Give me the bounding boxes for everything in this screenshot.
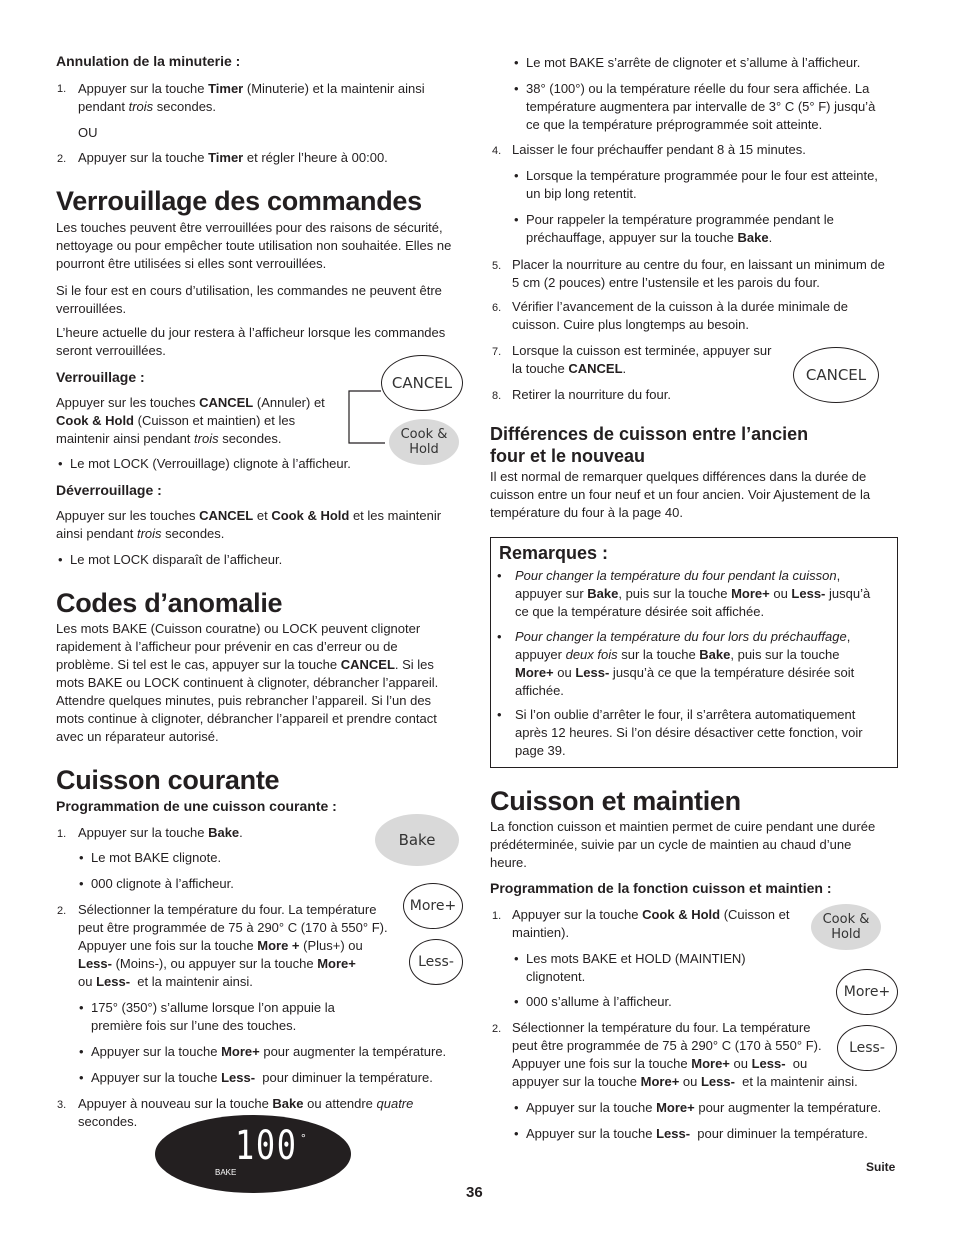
cancel-button[interactable]: CANCEL: [381, 355, 463, 411]
timer-cancel-heading: Annulation de la minuterie :: [56, 53, 241, 69]
cook-hold-step-2: Sélectionner la température du four. La température peut être programmée de 75 à 290° C (170 à 550° F). Appuyer une fois sur la touche More+ ou Less- ou appuyer sur la touche More+ ou Less- et la maintenir ainsi.: [512, 1020, 858, 1089]
step-number: 8.: [492, 390, 502, 402]
bake-step-2-bullet-1: 175° (350°) s’allume lorsque l’on appuie la première fois sur l’une des touches.: [91, 1000, 335, 1033]
bake-step-3: Appuyer à nouveau sur la touche Bake ou attendre quatre secondes.: [78, 1096, 414, 1129]
step-number: 2.: [492, 1023, 502, 1035]
or-text: OU: [78, 125, 98, 140]
lock-title: Verrouillage des commandes: [56, 186, 422, 216]
unlock-instructions: Appuyer sur les touches CANCEL et Cook & Hold et les maintenir ainsi pendant trois secondes.: [56, 508, 442, 541]
cook-hold-text: La fonction cuisson et maintien permet de cuire pendant une durée prédéterminée, suivie par un cycle de maintien au chaud d’une heure.: [490, 819, 876, 870]
bullet-icon: •: [514, 81, 519, 96]
oven-display: [155, 1115, 351, 1193]
step-number: 4.: [492, 145, 502, 157]
codes-text: Les mots BAKE (Cuisson couratne) ou LOCK peuvent clignoter rapidement à l’afficheur pour prévenir en cas d’erreur ou de problème. Si tel est le cas, appuyer sur la touche CANCEL. Si les mots BAKE ou LOCK continuent à clignoter, débrancher l’appareil. Attendre quelques minutes, puis rebrancher l’appareil. Si l’un des mots continue à clignoter, débrancher l’appareil et prendre contact avec un réparateur autorisé.: [56, 621, 439, 744]
bullet-icon: •: [79, 1044, 84, 1059]
cook-hold-title: Cuisson et maintien: [490, 786, 741, 816]
timer-step-2: Appuyer sur la touche Timer et régler l’heure à 00:00.: [78, 150, 388, 165]
step-number: 2.: [57, 153, 67, 165]
lock-bullet: Le mot LOCK (Verrouillage) clignote à l’afficheur.: [70, 456, 351, 471]
bake-step-7: Lorsque la cuisson est terminée, appuyer sur la touche CANCEL.: [512, 343, 772, 376]
timer-step-1: Appuyer sur la touche Timer (Minuterie) et la maintenir ainsi pendant trois secondes.: [78, 81, 425, 114]
bullet-icon: •: [79, 850, 84, 865]
bullet-icon: •: [79, 1070, 84, 1085]
bullet-icon: •: [514, 168, 519, 183]
notes-box: [490, 537, 898, 768]
bake-step-4: Laisser le four préchauffer pendant 8 à 15 minutes.: [512, 142, 806, 157]
step-number: 1.: [492, 910, 502, 922]
connector-bracket: [345, 385, 385, 445]
codes-title: Codes d’anomalie: [56, 588, 283, 618]
step-number: 5.: [492, 260, 502, 272]
cook-hold-button[interactable]: Cook & Hold: [389, 419, 459, 465]
note-1: Pour changer la température du four pendant la cuisson, appuyer sur Bake, puis sur la touche More+ ou Less- jusqu’à ce que la température désirée soit affichée.: [515, 568, 871, 619]
page-number: 36: [466, 1184, 483, 1201]
display-bake-label: BAKE: [215, 1168, 237, 1177]
bake-step-3-bullet-2: 38° (100°) ou la température réelle du four sera affichée. La température augmentera par intervalle de 3° C (5° F) jusqu’à ce que la température préprogrammée soit atteinte.: [526, 81, 876, 132]
bake-subheading: Programmation de une cuisson courante :: [56, 798, 337, 814]
lock-paragraph-3: L’heure actuelle du jour restera à l’afficheur lorsque les commandes seront verrouillées.: [56, 325, 446, 358]
step-number: 1.: [57, 83, 67, 95]
differences-title: Différences de cuisson entre l’ancien four et le nouveau: [490, 424, 809, 466]
unlock-heading: Déverrouillage :: [56, 482, 162, 498]
bake-step-1-bullet-2: 000 clignote à l’afficheur.: [91, 876, 234, 891]
notes-title: Remarques :: [499, 543, 609, 563]
lock-paragraph-2: Si le four est en cours d’utilisation, les commandes ne peuvent être verrouillées.: [56, 283, 442, 316]
cook-hold-step-2-bullet-1: Appuyer sur la touche More+ pour augmenter la température.: [526, 1100, 882, 1115]
step-number: 7.: [492, 346, 502, 358]
note-3: Si l’on oublie d’arrêter le four, il s’arrêtera automatiquement après 12 heures. Si l’on désire désactiver cette fonction, voir page 39.: [515, 707, 863, 758]
lock-instructions: Appuyer sur les touches CANCEL (Annuler) et Cook & Hold (Cuisson et maintien) et les maintenir ainsi pendant trois secondes.: [56, 395, 325, 446]
bullet-icon: •: [58, 456, 63, 471]
bullet-icon: •: [514, 1100, 519, 1115]
bullet-icon: •: [514, 994, 519, 1009]
bake-step-4-bullet-1: Lorsque la température programmée pour le four est atteinte, un bip long retentit.: [526, 168, 878, 201]
cook-hold-step-1-bullet-2: 000 s’allume à l’afficheur.: [526, 994, 672, 1009]
continued-label: Suite: [866, 1160, 896, 1174]
note-2: Pour changer la température du four lors du préchauffage, appuyer deux fois sur la touche Bake, puis sur la touche More+ ou Less- jusqu’à ce que la température désirée soit affichée.: [515, 629, 855, 698]
bullet-icon: •: [497, 629, 502, 644]
lock-paragraph-1: Les touches peuvent être verrouillées pour des raisons de sécurité, nettoyage ou pour empêcher toute utilisation non souhaitée. Elles ne pourront être utilisées si elles sont verrouillées.: [56, 220, 452, 271]
more-button-2[interactable]: More+: [836, 969, 898, 1015]
cook-hold-step-1-bullet-1: Les mots BAKE et HOLD (MAINTIEN) clignotent.: [526, 951, 746, 984]
bullet-icon: •: [497, 568, 502, 583]
bake-title: Cuisson courante: [56, 765, 280, 795]
more-button[interactable]: More+: [403, 883, 463, 929]
cancel-button-2[interactable]: CANCEL: [793, 347, 879, 403]
display-degree: °: [301, 1131, 306, 1145]
unlock-bullet: Le mot LOCK disparaît de l’afficheur.: [70, 552, 283, 567]
bullet-icon: •: [79, 1000, 84, 1015]
step-number: 6.: [492, 302, 502, 314]
step-number: 1.: [57, 828, 67, 840]
cook-hold-subheading: Programmation de la fonction cuisson et maintien :: [490, 880, 832, 896]
bake-step-2-bullet-2: Appuyer sur la touche More+ pour augmenter la température.: [91, 1044, 447, 1059]
less-button[interactable]: Less-: [409, 939, 463, 985]
bullet-icon: •: [514, 55, 519, 70]
bullet-icon: •: [514, 212, 519, 227]
cook-hold-step-1: Appuyer sur la touche Cook & Hold (Cuisson et maintien).: [512, 907, 790, 940]
bullet-icon: •: [79, 876, 84, 891]
cook-hold-button-2[interactable]: Cook & Hold: [811, 904, 881, 950]
bake-step-1: Appuyer sur la touche Bake.: [78, 825, 243, 840]
bake-step-4-bullet-2: Pour rappeler la température programmée pendant le préchauffage, appuyer sur la touche Bake.: [526, 212, 834, 245]
bullet-icon: •: [58, 552, 63, 567]
bake-step-1-bullet-1: Le mot BAKE clignote.: [91, 850, 222, 865]
bullet-icon: •: [514, 1126, 519, 1141]
bake-step-2-bullet-3: Appuyer sur la touche Less- pour diminuer la température.: [91, 1070, 433, 1085]
bake-step-3-bullet-1: Le mot BAKE s’arrête de clignoter et s’allume à l’afficheur.: [526, 55, 861, 70]
bullet-icon: •: [514, 951, 519, 966]
bake-step-5: Placer la nourriture au centre du four, en laissant un minimum de 5 cm (2 pouces) entre l’ustensile et les parois du four.: [512, 257, 885, 290]
lock-heading: Verrouillage :: [56, 369, 145, 385]
differences-text: Il est normal de remarquer quelques différences dans la durée de cuisson entre un four neuf et un four ancien. Voir Ajustement de la température du four à la page 40.: [490, 469, 871, 520]
step-number: 2.: [57, 905, 67, 917]
bake-step-2: Sélectionner la température du four. La température peut être programmée de 75 à 290° C (170 à 550° F). Appuyer une fois sur la touche More + (Plus+) ou Less- (Moins-), ou appuyer sur la touche More+ ou Less- et la maintenir ainsi.: [78, 902, 388, 989]
less-button-2[interactable]: Less-: [837, 1025, 897, 1071]
bake-step-6: Vérifier l’avancement de la cuisson à la durée minimale de cuisson. Cuire plus longtemps au besoin.: [512, 299, 849, 332]
bake-button[interactable]: Bake: [375, 814, 459, 866]
bake-step-8: Retirer la nourriture du four.: [512, 387, 671, 402]
cook-hold-step-2-bullet-2: Appuyer sur la touche Less- pour diminuer la température.: [526, 1126, 868, 1141]
step-number: 3.: [57, 1099, 67, 1111]
bullet-icon: •: [497, 707, 502, 722]
display-digits: 100: [235, 1123, 298, 1169]
